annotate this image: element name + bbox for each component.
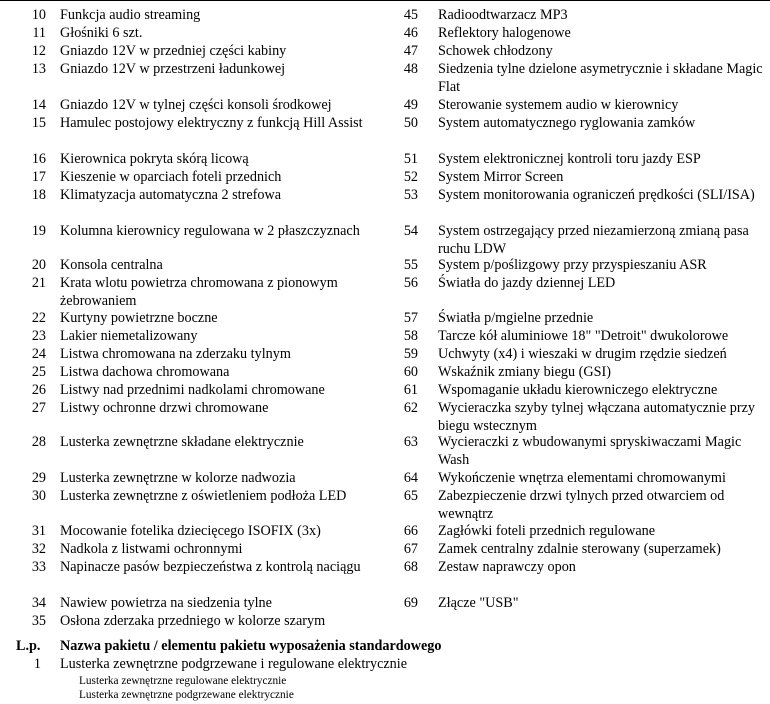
item-number: 31	[31, 523, 46, 539]
item-text: Listwy nad przednimi nadkolami chromowane	[60, 382, 325, 398]
item-text: Głośniki 6 szt.	[60, 25, 143, 41]
item-text: Mocowanie fotelika dziecięcego ISOFIX (3x)	[60, 523, 321, 539]
item-number: 51	[403, 151, 418, 167]
item-number: 57	[403, 310, 418, 326]
item-number: 15	[31, 115, 46, 131]
item-number: 18	[31, 187, 46, 203]
item-text: Lusterka zewnętrzne z oświetleniem podłoża LED	[60, 488, 347, 504]
item-number: 11	[32, 25, 46, 41]
item-number: 69	[403, 595, 418, 611]
item-text: Radioodtwarzacz MP3	[438, 7, 568, 23]
item-text: Lakier niemetalizowany	[60, 328, 198, 344]
item-text: Kurtyny powietrzne boczne	[60, 310, 218, 326]
item-text: Funkcja audio streaming	[60, 7, 201, 23]
item-number: 54	[403, 223, 418, 239]
item-text: Wykończenie wnętrza elementami chromowanymi	[438, 470, 726, 486]
item-text: System monitorowania ograniczeń prędkości (SLI/ISA)	[438, 187, 755, 203]
item-text: Wspomaganie układu kierowniczego elektryczne	[438, 382, 718, 398]
item-number: 34	[31, 595, 46, 611]
item-text: Schowek chłodzony	[438, 43, 553, 59]
item-number: 56	[403, 275, 418, 291]
item-text: Wycieraczka szyby tylnej włączana automatycznie przy biegu wstecznym	[438, 400, 756, 434]
item-text: Zabezpieczenie drzwi tylnych przed otwarciem od wewnątrz	[438, 488, 725, 522]
item-number: 33	[31, 559, 46, 575]
package-title: Nazwa pakietu / elementu pakietu wyposażenia standardowego	[60, 638, 442, 654]
item-number: 32	[31, 541, 46, 557]
item-text: System ostrzegający przed niezamierzoną zmianą pasa ruchu LDW	[438, 223, 749, 257]
top-rule	[0, 0, 770, 1]
item-number: 21	[31, 275, 46, 291]
item-text: Hamulec postojowy elektryczny z funkcją Hill Assist	[60, 115, 363, 131]
item-text: Nadkola z listwami ochronnymi	[60, 541, 243, 557]
item-text: Klimatyzacja automatyczna 2 strefowa	[60, 187, 281, 203]
item-number: 19	[31, 223, 46, 239]
item-text: Światła do jazdy dziennej LED	[438, 275, 616, 291]
item-number: 16	[31, 151, 46, 167]
item-text: Tarcze kół aluminiowe 18" "Detroit" dwukolorowe	[438, 328, 729, 344]
item-number: 67	[403, 541, 418, 557]
package-sub-item: Lusterka zewnętrzne podgrzewane elektrycznie	[79, 689, 294, 701]
item-number: 53	[403, 187, 418, 203]
item-text: Wskaźnik zmiany biegu (GSI)	[438, 364, 611, 380]
item-number: 25	[31, 364, 46, 380]
item-text: Osłona zderzaka przedniego w kolorze szarym	[60, 613, 326, 629]
item-number: 59	[403, 346, 418, 362]
item-number: 35	[31, 613, 46, 629]
item-number: 27	[31, 400, 46, 416]
item-number: 28	[31, 434, 46, 450]
item-number: 58	[403, 328, 418, 344]
item-number: 17	[31, 169, 46, 185]
item-number: 61	[403, 382, 418, 398]
item-text: Gniazdo 12V w przestrzeni ładunkowej	[60, 61, 286, 77]
item-number: 29	[31, 470, 46, 486]
item-number: 13	[31, 61, 46, 77]
item-text: Światła p/mgielne przednie	[438, 310, 594, 326]
item-number: 23	[31, 328, 46, 344]
item-number: 26	[31, 382, 46, 398]
lp-header: L.p.	[16, 638, 41, 654]
item-number: 1	[33, 656, 41, 672]
item-text: Kierownica pokryta skórą licową	[60, 151, 249, 167]
item-number: 22	[31, 310, 46, 326]
item-text: Gniazdo 12V w tylnej części konsoli środkowej	[60, 97, 332, 113]
item-number: 49	[403, 97, 418, 113]
item-text: Nawiew powietrza na siedzenia tylne	[60, 595, 272, 611]
item-number: 30	[31, 488, 46, 504]
item-text: Lusterka zewnętrzne podgrzewane i regulowane elektrycznie	[60, 656, 408, 672]
item-number: 20	[31, 257, 46, 273]
item-text: Reflektory halogenowe	[438, 25, 571, 41]
item-number: 24	[31, 346, 46, 362]
item-number: 64	[403, 470, 418, 486]
item-text: System p/poślizgowy przy przyspieszaniu ASR	[438, 257, 707, 273]
item-text: Listwa dachowa chromowana	[60, 364, 230, 380]
item-number: 45	[403, 7, 418, 23]
item-text: Krata wlotu powietrza chromowana z pionowym żebrowaniem	[60, 275, 338, 309]
item-text: Złącze "USB"	[438, 595, 519, 611]
item-text: Zestaw naprawczy opon	[438, 559, 576, 575]
item-text: Konsola centralna	[60, 257, 163, 273]
item-number: 65	[403, 488, 418, 504]
item-number: 14	[31, 97, 46, 113]
item-text: Wycieraczki z wbudowanymi spryskiwaczami Magic Wash	[438, 434, 742, 468]
item-number: 55	[403, 257, 418, 273]
item-number: 52	[403, 169, 418, 185]
item-text: Zamek centralny zdalnie sterowany (superzamek)	[438, 541, 721, 557]
item-number: 12	[31, 43, 46, 59]
item-text: Lusterka zewnętrzne w kolorze nadwozia	[60, 470, 296, 486]
item-text: Sterowanie systemem audio w kierownicy	[438, 97, 679, 113]
item-text: Napinacze pasów bezpieczeństwa z kontrolą naciągu	[60, 559, 361, 575]
item-text: Gniazdo 12V w przedniej części kabiny	[60, 43, 287, 59]
item-number: 66	[403, 523, 418, 539]
item-text: System automatycznego ryglowania zamków	[438, 115, 696, 131]
item-number: 46	[403, 25, 418, 41]
item-text: System Mirror Screen	[438, 169, 564, 185]
item-text: Lusterka zewnętrzne składane elektrycznie	[60, 434, 304, 450]
item-text: Zagłówki foteli przednich regulowane	[438, 523, 656, 539]
item-number: 48	[403, 61, 418, 77]
item-text: Kolumna kierownicy regulowana w 2 płaszczyznach	[60, 223, 360, 239]
item-text: Listwa chromowana na zderzaku tylnym	[60, 346, 291, 362]
item-number: 68	[403, 559, 418, 575]
item-number: 63	[403, 434, 418, 450]
item-number: 47	[403, 43, 418, 59]
item-text: Listwy ochronne drzwi chromowane	[60, 400, 269, 416]
item-text: System elektronicznej kontroli toru jazdy ESP	[438, 151, 701, 167]
item-number: 60	[403, 364, 418, 380]
item-number: 10	[31, 7, 46, 23]
package-sub-item: Lusterka zewnętrzne regulowane elektrycznie	[79, 675, 287, 687]
item-text: Siedzenia tylne dzielone asymetrycznie i składane Magic Flat	[438, 61, 763, 95]
item-text: Kieszenie w oparciach foteli przednich	[60, 169, 282, 185]
item-number: 50	[403, 115, 418, 131]
item-number: 62	[403, 400, 418, 416]
item-text: Uchwyty (x4) i wieszaki w drugim rzędzie siedzeń	[438, 346, 727, 362]
